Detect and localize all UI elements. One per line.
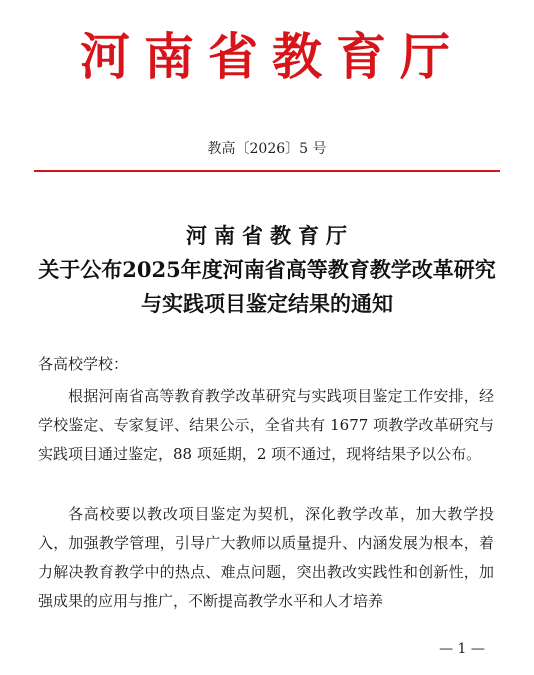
- salutation: 各高校学校：: [38, 355, 129, 373]
- title-issuer: 河南省教育厅: [186, 223, 354, 248]
- body-paragraph: 根据河南省高等教育教学改革研究与实践项目鉴定工作安排，经学校鉴定、专家复评、结果公示，全省共有 1677 项教学改革研究与实践项目通过鉴定，88 项延期，2 项不通过，现将结果予以公布。: [38, 387, 494, 463]
- title-line-main: 关于公布2025年度河南省高等教育教学改革研究: [38, 257, 496, 282]
- page-number: — 1 —: [439, 641, 485, 657]
- body-paragraph: 各高校要以教改项目鉴定为契机，深化教学改革，加大教学投入，加强教学管理，引导广大教师以质量提升、内涵发展为根本，着力解决教育教学中的热点、难点问题，突出教改实践性和创新性，加强成果的应用与推广，不断提高教学水平和人才培养: [38, 505, 494, 610]
- title-line-sub: 与实践项目鉴定结果的通知: [141, 291, 393, 316]
- issuer-masthead: 河南省教育厅: [80, 27, 464, 86]
- red-divider-line: [34, 170, 500, 172]
- document-number: 教高〔2026〕5 号: [207, 141, 327, 157]
